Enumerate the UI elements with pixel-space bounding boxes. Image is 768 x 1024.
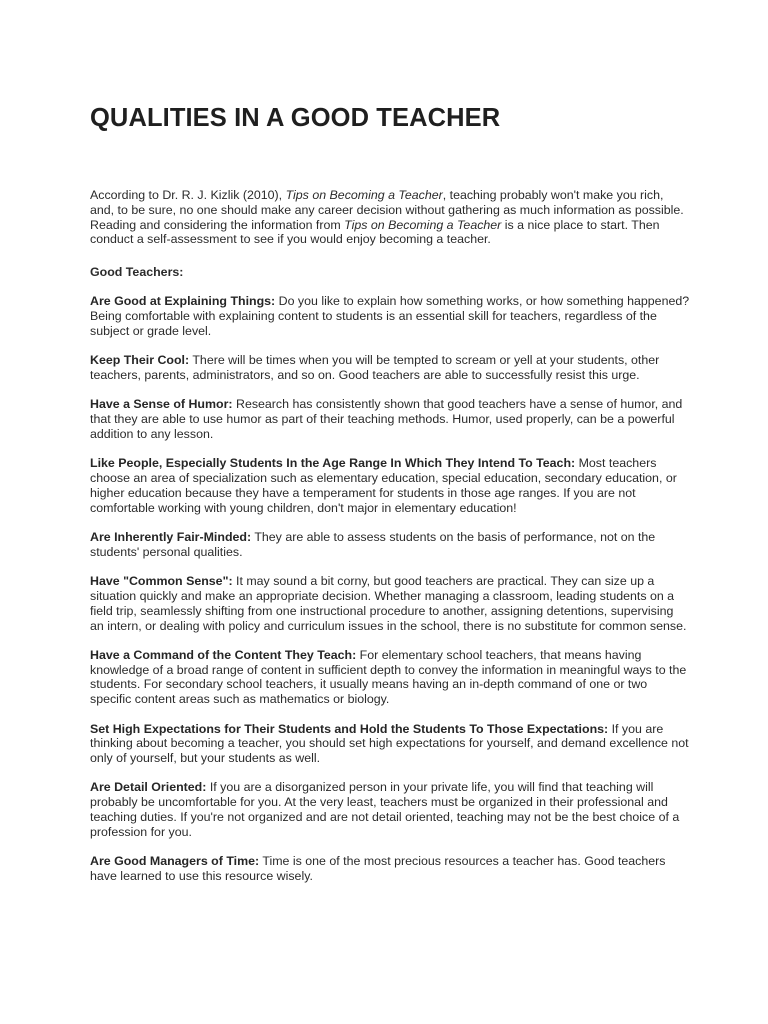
quality-text: If you are thinking about becoming a teacher, you should set high expectations for yourself, and demand excellence not only of yourself, but your students as well. bbox=[90, 721, 689, 766]
quality-label: Have a Command of the Content They Teach: bbox=[90, 647, 357, 662]
book-title-1: Tips on Becoming a Teacher bbox=[285, 188, 443, 202]
quality-text: It may sound a bit corny, but good teachers are practical. They can size up a situation quickly and make an appropriate decision. Whether managing a classroom, leading students on a field trip, seamlessly shifting from one instructional procedure to another, assigning detentions, supervising an intern, or dealing with policy and curriculum issues in the school, there is no substitute for common sense. bbox=[90, 574, 687, 633]
quality-paragraph-fair-minded bbox=[90, 530, 690, 560]
intro-text-2: , teaching probably won't make you rich, and, to be sure, no one should make any career decision without gathering as much information as possible. Reading and considering the information from bbox=[90, 188, 684, 232]
quality-text: If you are a disorganized person in your private life, you will find that teaching will probably be uncomfortable for you. At the very least, teachers must be organized in their professional and teaching duties. If you're not organized and are not detail oriented, teaching may not be the best choice of a profession for you. bbox=[90, 780, 680, 839]
quality-label: Have "Common Sense": bbox=[90, 574, 233, 589]
intro-paragraph bbox=[90, 188, 690, 247]
quality-text: Do you like to explain how something works, or how something happened? Being comfortable with explaining content to students is an essential skill for teachers, regardless of the subject or grade level. bbox=[90, 294, 690, 339]
quality-label: Keep Their Cool: bbox=[90, 353, 190, 368]
quality-label: Have a Sense of Humor: bbox=[90, 397, 233, 412]
quality-paragraph-content-command bbox=[90, 648, 690, 707]
quality-text: Research has consistently shown that good teachers have a sense of humor, and that they are able to use humor as part of their teaching methods. Humor, used properly, can be a powerful addition to any lesson. bbox=[90, 397, 683, 442]
quality-paragraph-like-people bbox=[90, 456, 690, 515]
quality-paragraph-explaining bbox=[90, 294, 690, 338]
quality-text: Time is one of the most precious resources a teacher has. Good teachers have learned to use this resource wisely. bbox=[90, 854, 666, 883]
quality-label: Set High Expectations for Their Students and Hold the Students To Those Expectations: bbox=[90, 721, 609, 736]
document-page bbox=[90, 98, 690, 884]
quality-paragraph-humor bbox=[90, 397, 690, 441]
intro-text-1: According to Dr. R. J. Kizlik (2010), bbox=[90, 188, 286, 202]
book-title-2: Tips on Becoming a Teacher bbox=[344, 217, 502, 232]
quality-text: There will be times when you will be tempted to scream or yell at your students, other teachers, parents, administrators, and so on. Good teachers are able to successfully resist this urge. bbox=[90, 353, 660, 383]
quality-text: For elementary school teachers, that means having knowledge of a broad range of content in sufficient depth to convey the information in meaningful ways to the students. For secondary school teachers, it usually means having an in-depth command of one or two specific content areas such as mathematics or biology. bbox=[90, 647, 687, 707]
quality-label: Like People, Especially Students In the Age Range In Which They Intend To Teach: bbox=[90, 456, 576, 471]
quality-paragraph-expectations bbox=[90, 722, 690, 766]
quality-text: They are able to assess students on the basis of performance, not on the students' personal qualities. bbox=[90, 530, 656, 559]
quality-paragraph-detail-oriented bbox=[90, 780, 690, 839]
intro-text-3: is a nice place to start. Then conduct a self-assessment to see if you would enjoy becoming a teacher. bbox=[90, 217, 660, 247]
quality-text: Most teachers choose an area of specialization such as elementary education, special education, secondary education, or higher education because they have a temperament for students in those age ranges. If you are not comfortable working with young children, don't major in elementary education! bbox=[90, 456, 677, 515]
quality-label: Are Inherently Fair-Minded: bbox=[90, 530, 252, 545]
quality-label: Are Detail Oriented: bbox=[90, 780, 207, 795]
quality-paragraph-cool bbox=[90, 353, 690, 383]
quality-label: Are Good Managers of Time: bbox=[90, 854, 260, 869]
quality-paragraph-time-management bbox=[90, 854, 690, 884]
quality-label: Are Good at Explaining Things: bbox=[90, 294, 276, 309]
section-heading: Good Teachers: bbox=[90, 265, 184, 280]
quality-paragraph-common-sense bbox=[90, 574, 690, 633]
document-title: QUALITIES IN A GOOD TEACHER bbox=[90, 104, 501, 132]
